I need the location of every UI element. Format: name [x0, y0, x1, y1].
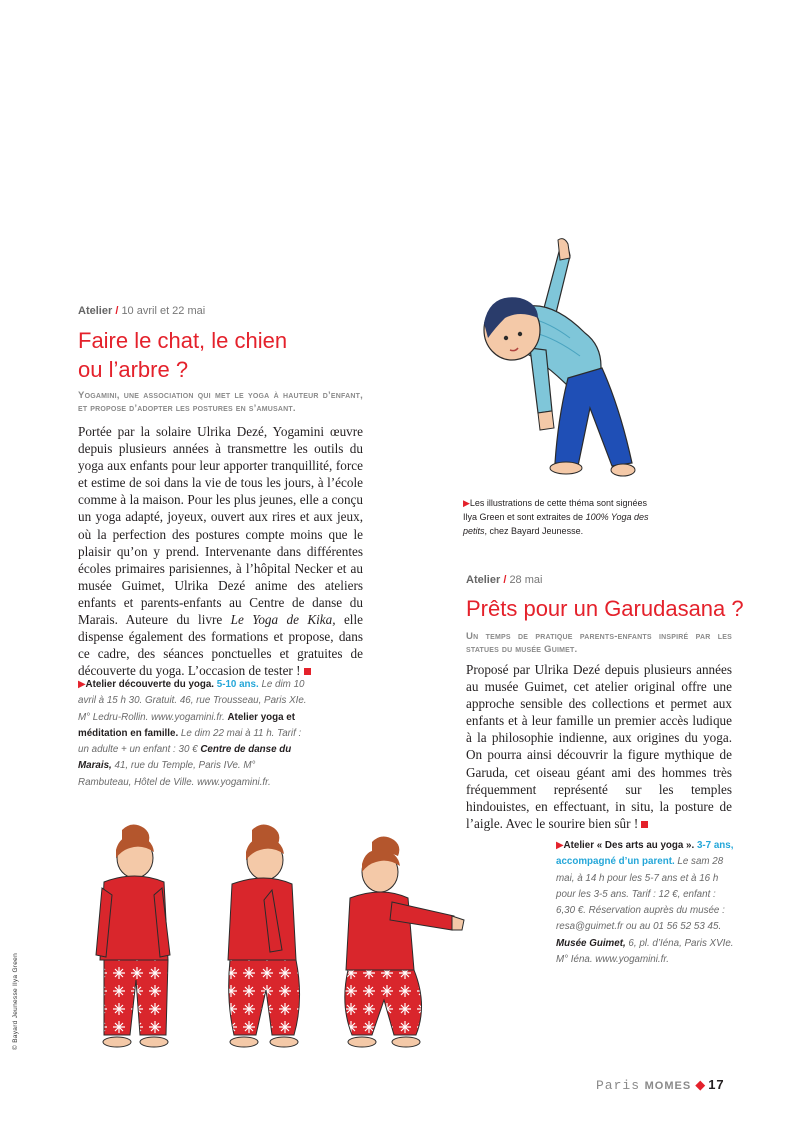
article1-chapo: Yogamini, une association qui met le yoga à hauteur d’enfant, et propose d’adopter les postures en s’amusant.	[78, 390, 363, 414]
brand-paris: Paris	[596, 1078, 641, 1093]
end-square-icon	[641, 821, 648, 828]
event-age-1: 5-10 ans.	[216, 679, 259, 690]
event-name-1: Atelier découverte du yoga.	[85, 679, 215, 690]
event-detail-a: Le sam 28 mai, à 14 h pour les 5-7 ans et à 16 h pour les 3-5 ans. Tarif : 12 €, enfant : 6,30 €. Réservation auprès du musée : resa@guimet.fr ou au 01 56 52 53 45.	[556, 856, 725, 933]
article2-title: Prêts pour un Garudasana ?	[466, 596, 744, 621]
triangle-icon: ▶	[78, 679, 86, 690]
book-title: Le Yoga de Kika,	[230, 612, 336, 628]
article2-info	[556, 838, 734, 968]
event-venue-2: Centre de danse du Marais,	[78, 744, 292, 772]
photo-credit: © Bayard Jeunesse Ilya Green	[12, 952, 19, 1050]
caption-text-a: Les illustrations de cette théma sont signées Ilya Green et sont extraites de	[463, 498, 648, 522]
event-name-2: Atelier yoga et méditation en famille.	[78, 711, 295, 739]
article1-title	[78, 326, 378, 384]
triangle-icon: ▶	[463, 498, 470, 508]
kicker-slash: /	[503, 574, 507, 586]
boy-illustration	[460, 238, 640, 478]
girl-arms-forward	[345, 836, 464, 1047]
event-venue: Musée Guimet,	[556, 937, 626, 949]
article2-chapo: Un temps de pratique parents-enfants inspiré par les statues du musée Guimet.	[466, 631, 732, 655]
event-detail-2a: Le dim 22 mai à 11 h. Tarif : un adulte + un enfant : 30 €	[78, 727, 302, 756]
brand-momes: MOMES	[644, 1080, 692, 1092]
event-detail-1: Le dim 10 avril à 15 h 30. Gratuit. 46, rue Trousseau, Paris XIe. M° Ledru-Rollin. www.yogamini.fr.	[78, 679, 307, 723]
event-detail-b: 6, pl. d’Iéna, Paris XVIe. M° Iéna. www.yogamini.fr.	[556, 937, 734, 966]
page-number: 17	[708, 1077, 725, 1092]
event-detail-2b: 41, rue du Temple, Paris IVe. M° Rambuteau, Hôtel de Ville. www.yogamini.fr.	[78, 760, 271, 788]
page-footer	[596, 1077, 725, 1093]
triangle-icon: ▶	[556, 840, 564, 851]
illustration-caption	[463, 496, 653, 538]
title-line-2: ou l’arbre ?	[78, 357, 189, 382]
article1-info	[78, 677, 310, 791]
kicker-label: Atelier	[466, 574, 501, 586]
end-square-icon	[304, 668, 311, 675]
body-part-b: elle dispense également des formations et propose, dans ce cadre, des séances ponctuelles et gratuites de découverte du yoga. L’occasion de tester !	[78, 612, 363, 679]
article2-kicker	[466, 574, 542, 586]
body-text: Proposé par Ulrika Dezé depuis plusieurs années au musée Guimet, cet atelier original offre une approche sensible des collections et permet aux enfants et à leur famille un premier accès ludique à la philosophie indienne, aux origines du yoga. On pourra ainsi découvrir la figure mythique de Garuda, cet oiseau géant ami des hommes très fréquemment représenté sur les temples hindouistes, en effectuant, in situ, la posture de l’aigle. Avec le sourire bien sûr !	[466, 662, 732, 831]
article2-body	[466, 661, 732, 832]
body-part-a: Portée par la solaire Ulrika Dezé, Yogamini œuvre depuis plusieurs années à transmettre les outils du yoga aux enfants pour leur apporter tranquillité, force et estime de soi dans la vie de tous les jours, à l’école comme à la maison. Pour les plus jeunes, elle a conçu un yoga adapté, joyeux, ouvert aux rires et aux jeux, où la perfection des postures compte moins que le plaisir qu’on y prend. Intervenante dans différentes écoles primaires parisiennes, à l’hôpital Necker et au musée Guimet, Ulrika Dezé anime des ateliers enfants et parents-enfants au Centre de danse du Marais. Auteure du livre	[78, 424, 363, 628]
kicker-date: 28 mai	[509, 574, 543, 586]
girl-standing	[96, 824, 170, 1047]
event-name: Atelier « Des arts au yoga ».	[563, 840, 695, 851]
kicker-date: 10 avril et 22 mai	[121, 305, 206, 317]
girl-bending	[228, 824, 300, 1047]
kicker-slash: /	[115, 305, 119, 317]
kicker-label: Atelier	[78, 305, 113, 317]
article1-kicker	[78, 305, 205, 317]
girls-illustration	[92, 820, 472, 1060]
diamond-icon: ◆	[695, 1077, 707, 1092]
title-line-1: Faire le chat, le chien	[78, 328, 288, 353]
caption-text-b: , chez Bayard Jeunesse.	[484, 526, 584, 536]
caption-book: 100% Yoga des petits	[463, 512, 649, 536]
article1-body	[78, 423, 363, 679]
event-age: 3-7 ans, accompagné d’un parent.	[556, 840, 734, 868]
